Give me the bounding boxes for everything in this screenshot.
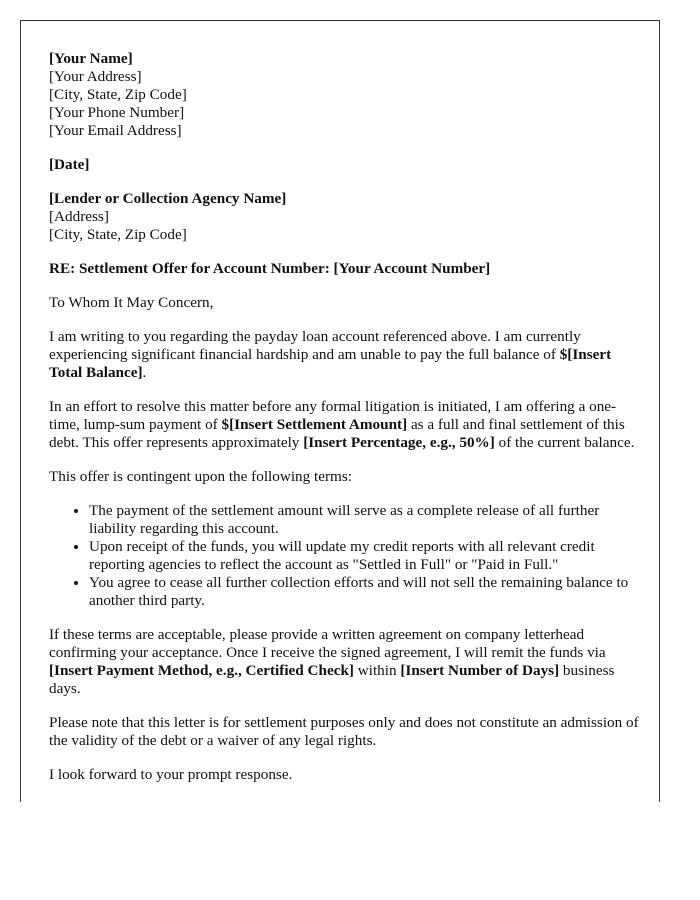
term-item: • The payment of the settlement amount will serve as a complete release of all further liability regarding this account. [89, 502, 639, 538]
paragraph-offer [49, 398, 639, 452]
paragraph-text: of the current balance. [494, 434, 635, 451]
settlement-amount-placeholder: $[Insert Settlement Amount] [221, 416, 408, 433]
letter-date: [Date] [49, 156, 90, 173]
terms-list [49, 502, 639, 610]
date-block [49, 156, 639, 174]
sender-name: [Your Name] [49, 50, 133, 67]
letter-body [49, 50, 639, 800]
paragraph-text: as a full and final settlement of this debt. This offer represents approximately [49, 416, 625, 451]
percentage-placeholder: [Insert Percentage, e.g., 50%] [303, 434, 495, 451]
paragraph-text: If these terms are acceptable, please provide a written agreement on company letterhead confirming your acceptance. Once I receive the signed agreement, I will remit the funds via [49, 626, 606, 661]
recipient-name: [Lender or Collection Agency Name] [49, 190, 287, 207]
paragraph-text: In an effort to resolve this matter before any formal litigation is initiated, I am offering a one-time, lump-sum payment of [49, 398, 617, 433]
closing-line: I look forward to your prompt response. [49, 766, 293, 783]
sender-phone: [Your Phone Number] [49, 104, 185, 121]
recipient-address: [Address] [49, 208, 109, 225]
number-of-days-placeholder: [Insert Number of Days] [400, 662, 560, 679]
sender-address: [Your Address] [49, 68, 142, 85]
paragraph-hardship [49, 328, 639, 382]
sender-city-state-zip: [City, State, Zip Code] [49, 86, 187, 103]
total-balance-placeholder: $[Insert Total Balance] [49, 346, 612, 381]
sender-block [49, 50, 639, 140]
recipient-city-state-zip: [City, State, Zip Code] [49, 226, 187, 243]
subject-text: RE: Settlement Offer for Account Number: [Your Account Number] [49, 260, 491, 277]
paragraph-disclaimer: Please note that this letter is for settlement purposes only and does not constitute an admission of the validity of the debt or a waiver of any legal rights. [49, 714, 639, 749]
payment-method-placeholder: [Insert Payment Method, e.g., Certified Check] [49, 662, 354, 679]
term-item: • Upon receipt of the funds, you will update my credit reports with all relevant credit reporting agencies to reflect the account as "Settled in Full" or "Paid in Full." [89, 538, 639, 574]
paragraph-text: I am writing to you regarding the payday loan account referenced above. I am currently experiencing significant financial hardship and am unable to pay the full balance of [49, 328, 581, 363]
term-item: • You agree to cease all further collection efforts and will not sell the remaining balance to another third party. [89, 574, 639, 610]
recipient-block [49, 190, 639, 244]
terms-intro: This offer is contingent upon the following terms: [49, 468, 353, 485]
salutation: To Whom It May Concern, [49, 294, 214, 311]
subject-line [49, 260, 639, 278]
sender-email: [Your Email Address] [49, 122, 182, 139]
paragraph-text: business days. [49, 662, 615, 697]
paragraph-acceptance [49, 626, 639, 698]
letter-page [20, 20, 660, 802]
paragraph-text: within [353, 662, 401, 679]
paragraph-text: . [142, 364, 147, 381]
